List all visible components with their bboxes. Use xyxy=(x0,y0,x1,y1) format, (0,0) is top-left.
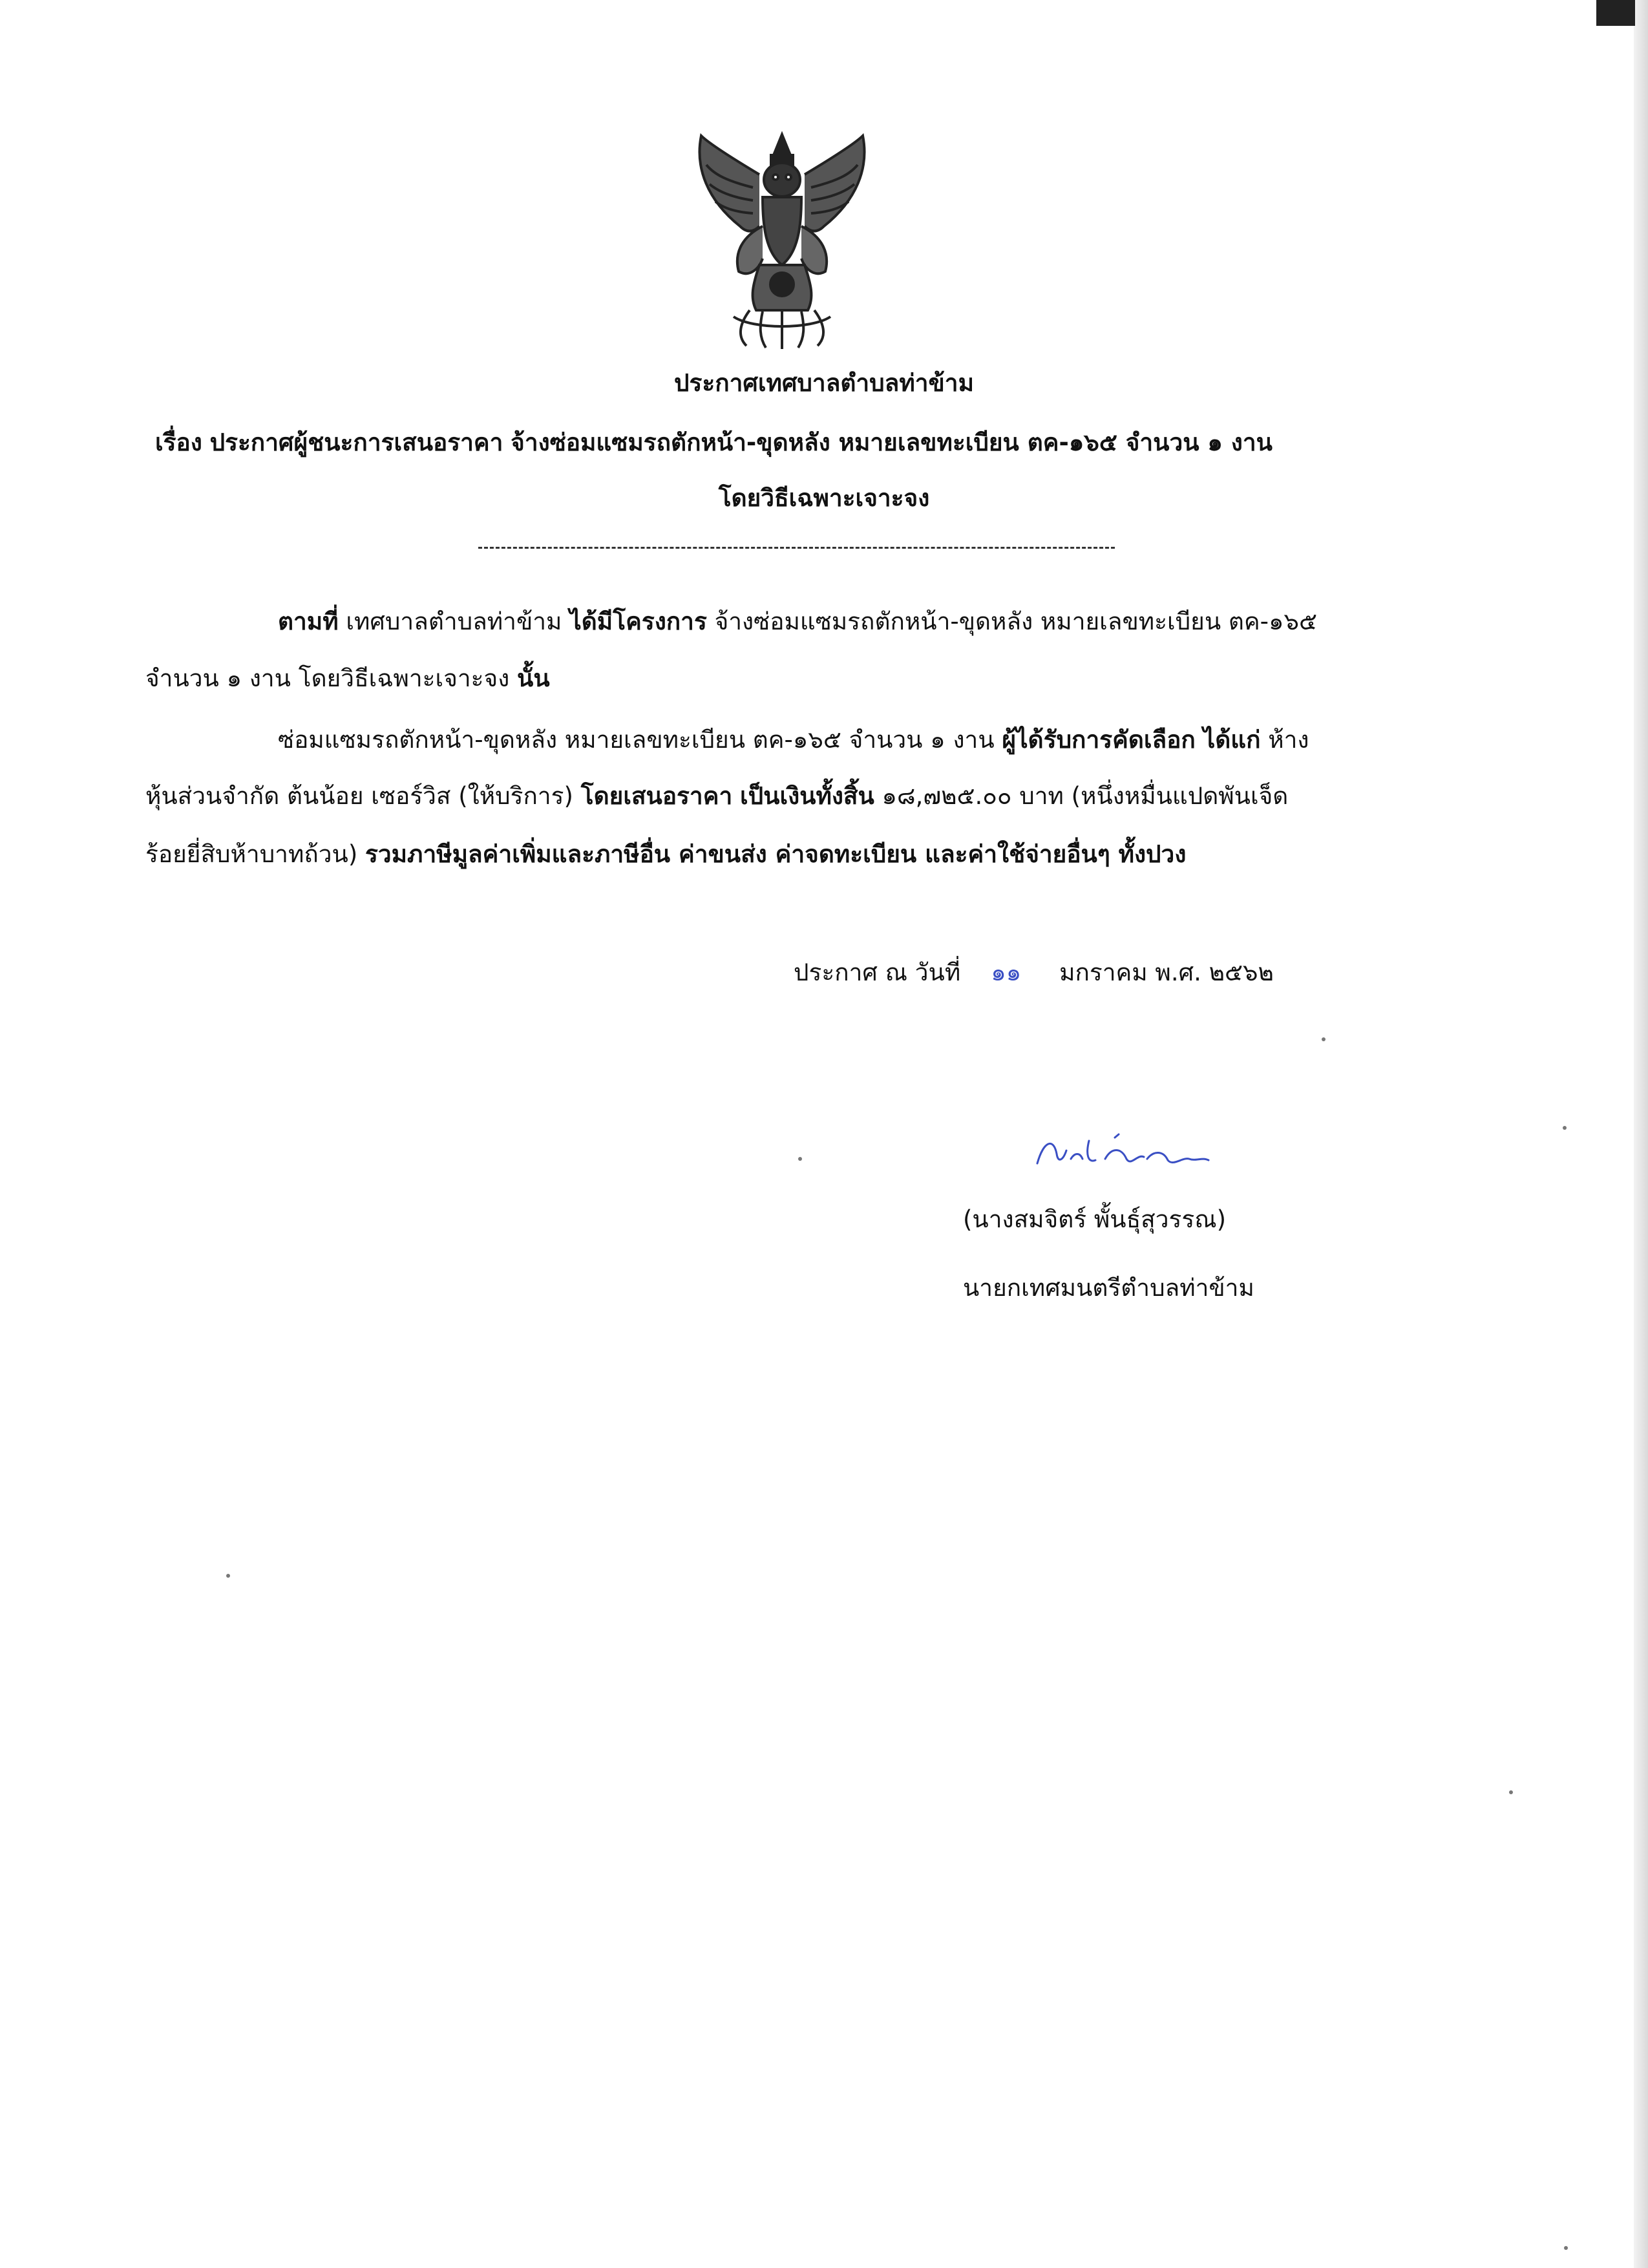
scan-speck xyxy=(1509,1790,1513,1794)
scan-speck xyxy=(1563,1126,1567,1130)
text-run: ซ่อมแซมรถตักหน้า-ขุดหลัง หมายเลขทะเบียน ตค-๑๖๕ จำนวน ๑ งาน xyxy=(278,726,1002,754)
page-title: ประกาศเทศบาลตำบลท่าข้าม xyxy=(674,369,974,397)
garuda-emblem-icon xyxy=(688,129,876,352)
text-run: ห้าง xyxy=(1260,726,1309,754)
scan-speck xyxy=(1564,2246,1568,2250)
divider xyxy=(478,547,1115,549)
scan-speck xyxy=(798,1157,802,1161)
announce-date xyxy=(794,957,1274,989)
text-run: ร้อยยี่สิบห้าบาทถ้วน) xyxy=(145,840,366,868)
scan-edge xyxy=(1634,0,1648,2268)
handwritten-signature-icon xyxy=(1024,1128,1218,1180)
text-run: จำนวน ๑ งาน โดยวิธีเฉพาะเจาะจง xyxy=(145,664,518,692)
paragraph-1-line-2 xyxy=(145,662,550,695)
text-run: โดยเสนอราคา xyxy=(580,782,733,810)
text-run: ๑๘,๗๒๕.๐๐ บาท (หนึ่งหมื่นแปดพันเจ็ด xyxy=(874,782,1289,810)
text-run: ได้แก่ xyxy=(1203,726,1261,754)
text-run: จ้างซ่อมแซมรถตักหน้า-ขุดหลัง หมายเลขทะเบียน ตค-๑๖๕ xyxy=(706,608,1317,635)
signer-name: (นางสมจิตร์ พั้นธุ์สุวรรณ) xyxy=(963,1205,1227,1233)
paragraph-2-line-1 xyxy=(278,724,1309,756)
announce-day: ๑๑ xyxy=(991,959,1022,986)
text-run: รวมภาษีมูลค่าเพิ่มและภาษีอื่น ค่าขนส่ง ค่าจดทะเบียน และค่าใช้จ่ายอื่นๆ ทั้งปวง xyxy=(365,840,1187,868)
announce-month-year: มกราคม พ.ศ. ๒๕๖๒ xyxy=(1059,959,1274,986)
text-run: หุ้นส่วนจำกัด ต้นน้อย เซอร์วิส (ให้บริการ) xyxy=(145,782,581,810)
subject-line-1 xyxy=(155,427,1273,459)
announce-label: ประกาศ ณ วันที่ xyxy=(794,959,961,986)
text-run: เป็นเงินทั้งสิ้น xyxy=(740,782,874,810)
paragraph-2-line-3 xyxy=(145,838,1186,871)
text-run: ผู้ได้รับการคัดเลือก xyxy=(1002,726,1196,754)
subject-heading: ประกาศผู้ชนะการเสนอราคา xyxy=(209,429,503,456)
text-run: นั้น xyxy=(517,664,550,692)
scan-speck xyxy=(226,1574,230,1578)
paragraph-2-line-2 xyxy=(145,780,1288,812)
paragraph-1-line-1 xyxy=(278,606,1317,638)
text-run: ตามที่ xyxy=(278,608,339,635)
text-run xyxy=(732,782,740,810)
scan-corner-mark xyxy=(1596,0,1635,26)
subject-line-2: โดยวิธีเฉพาะเจาะจง xyxy=(718,484,930,512)
subject-detail: จ้างซ่อมแซมรถตักหน้า-ขุดหลัง หมายเลขทะเบียน ตค-๑๖๕ จำนวน ๑ งาน xyxy=(511,429,1273,456)
scan-speck xyxy=(1322,1037,1326,1041)
subject-label: เรื่อง xyxy=(155,429,202,456)
text-run xyxy=(1196,726,1203,754)
signer-position: นายกเทศมนตรีตำบลท่าข้าม xyxy=(963,1274,1254,1302)
text-run: เทศบาลตำบลท่าข้าม xyxy=(338,608,570,635)
text-run: ได้มีโครงการ xyxy=(569,608,707,635)
